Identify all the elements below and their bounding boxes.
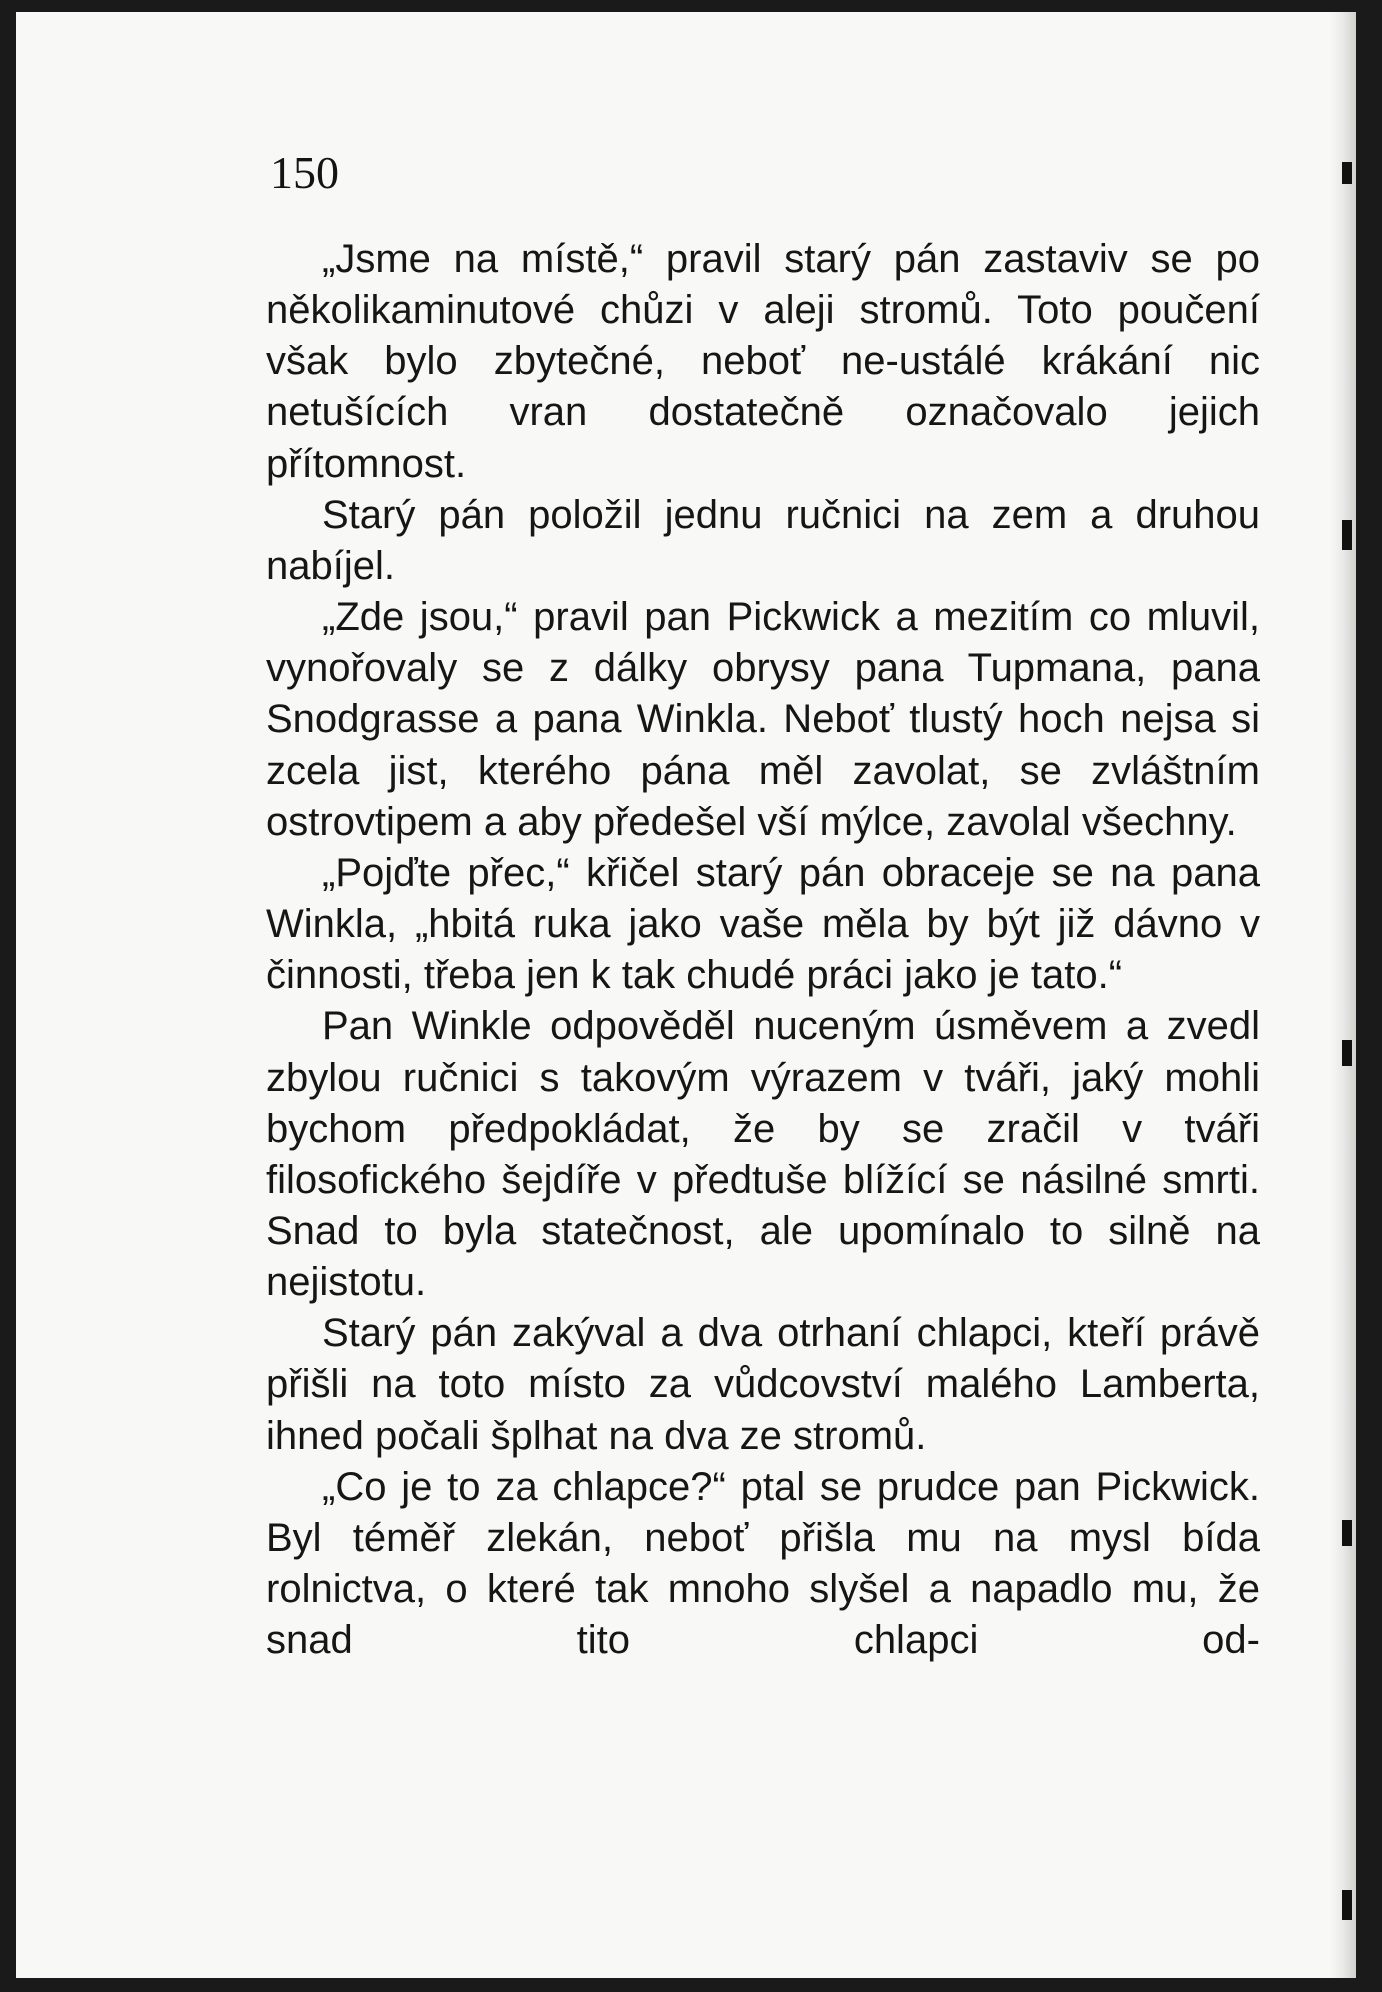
edge-mark (1342, 162, 1352, 184)
body-text (266, 234, 1260, 1666)
paragraph-7: „Co je to za chlapce?“ ptal se prudce pan Pickwick. Byl téměř zlekán, neboť přišla mu na mysl bída rolnictva, o které tak mnoho slyšel a napadlo mu, že snad tito chlapci od- (266, 1464, 1260, 1663)
edge-mark (1342, 520, 1352, 550)
book-page (16, 12, 1356, 1978)
paragraph-6: Starý pán zakýval a dva otrhaní chlapci, kteří právě přišli na toto místo za vůdcovství malého Lamberta, ihned počali šplhat na dva ze stromů. (266, 1311, 1260, 1458)
page-number: 150 (270, 147, 339, 198)
paragraph-2: Starý pán položil jednu ručnici na zem a druhou nabíjel. (266, 492, 1260, 588)
paragraph-3: „Zde jsou,“ pravil pan Pickwick a mezitím co mluvil, vynořovaly se z dálky obrysy pana Tupmana, pana Snodgrasse a pana Winkla. Neboť tlustý hoch nejsa si zcela jist, kterého pána měl zavolat, se zvláštním ostrovtipem a aby předešel vší mýlce, zavolal všechny. (266, 595, 1260, 844)
paragraph-4: „Pojďte přec,“ křičel starý pán obraceje se na pana Winkla, „hbitá ruka jako vaše měla by být již dávno v činnosti, třeba jen k tak chudé práci jako je tato.“ (266, 850, 1260, 998)
page-edge-shadow (1330, 12, 1356, 1978)
edge-mark (1342, 1890, 1352, 1920)
edge-mark (1342, 1520, 1352, 1546)
edge-mark (1342, 1040, 1352, 1066)
paragraph-1: „Jsme na místě,“ pravil starý pán zastaviv se po několikaminutové chůzi v aleji stromů. Toto poučení však bylo zbytečné, neboť ne-ustálé krákání nic netušících vran dostatečně označovalo jejich přítomnost. (266, 237, 1260, 486)
paragraph-5: Pan Winkle odpověděl nuceným úsměvem a zvedl zbylou ručnici s takovým výrazem v tváři, jaký mohli bychom předpokládat, že by se zračil v tváři filosofického šejdíře v předtuše blížící se násilné smrti. Snad to byla statečnost, ale upomínalo to silně na nejistotu. (266, 1004, 1260, 1305)
